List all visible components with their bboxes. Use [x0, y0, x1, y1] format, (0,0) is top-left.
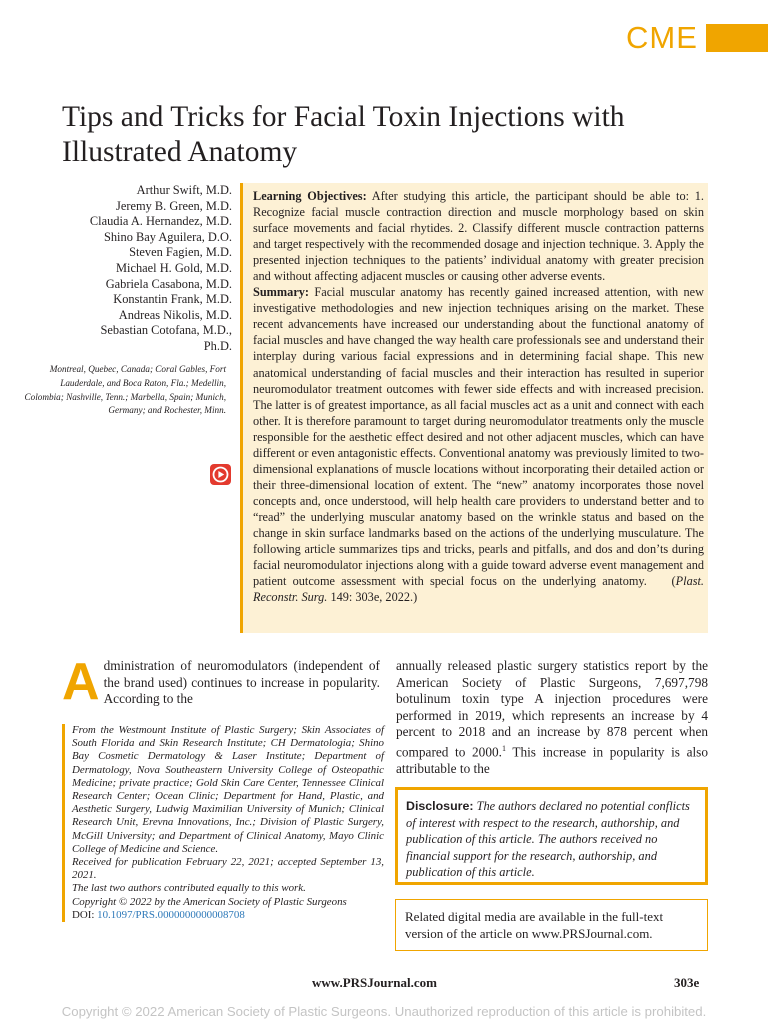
body-text-right-tail: This increase in popularity is also attributable to the [396, 744, 708, 776]
digital-media-note: Related digital media are available in the full-text version of the article on www.PRSJournal.com. [395, 899, 708, 951]
drop-cap: A [62, 653, 100, 711]
doi-link[interactable]: 10.1097/PRS.0000000000008708 [97, 908, 245, 921]
body-column-left [62, 653, 380, 711]
summary [253, 284, 704, 605]
citation-open: ( [671, 574, 676, 589]
equal-contribution: The last two authors contributed equally to this work. [72, 882, 306, 895]
summary-text: Facial muscular anatomy has recently gained increased attention, with new investigative methodologies and new injection techniques arising on the market. These recent advancements have increased our understanding about the functional anatomy of facial muscles and have changed the way health care professionals see and understand their interplay during various facial expressions and in determining facial shape. This new anatomical understanding of facial muscles and their interaction has resulted in superior neuromodulator treatment outcomes with fewer side effects and with increased precision. The latter is of greatest importance, as all facial muscles act as a unit and connect with each other. It is therefore paramount to target during neuromodulator treatments only the muscle responsible for the aesthetic effect desired and not other adjacent muscles, which can have different or even antagonistic effects. Conventional anatomy was previously limited to two-dimensional explanations of muscle locations without incorporating their detailed action or their three-dimensional location of extent. The “new” anatomy incorporates those novel concepts and, once understood, will help health care providers to understand better and to “read” the underlying muscular anatomy based on the wrinkle status and based on the change in skin surface landmarks based on the actions of the underlying musculature. The following article summarizes tips and tricks, pearls and pitfalls, and dos and don’ts during facial neuromodulator injections along with a guide toward adverse event management and patient outcome assessment with special focus on the underlying anatomy. [253, 285, 704, 589]
author: Shino Bay Aguilera, D.O. [103, 229, 232, 244]
author: Michael H. Gold, M.D. [116, 260, 232, 275]
article-title: Tips and Tricks for Facial Toxin Injections with Illustrated Anatomy [62, 101, 625, 168]
objectives-label: Learning Objectives: [253, 189, 367, 203]
objectives-text: After studying this article, the participant should be able to: 1. Recognize facial muscle contraction direction and muscle morphology based on skin surface movements and facial rhytides. 2. Classify different muscle contraction patterns and target respectively with the recommended dosage and injection technique. 3. Apply the presented injection techniques to the patients’ individual anatomy with greater precision and without affecting adjacent muscles or causing other adverse events. [253, 189, 705, 284]
author-list [20, 183, 232, 355]
summary-label: Summary: [253, 285, 310, 300]
copyright-watermark: Copyright © 2022 American Society of Plastic Surgeons. Unauthorized reproduction of this article is prohibited. [61, 1004, 707, 1019]
author: Jeremy B. Green, M.D. [116, 198, 232, 213]
page-number: 303e [674, 975, 700, 990]
affiliations-note [62, 724, 384, 922]
citation-journal: Plast. Reconstr. Surg. [253, 574, 704, 605]
author: Steven Fagien, M.D. [129, 245, 232, 260]
author-locations: Montreal, Quebec, Canada; Coral Gables, Fort Lauderdale, and Boca Raton, Fla.; Medellin, Colombia; Nashville, Tenn.; Marbella, Spain; Munich, Germany; and Rochester, Minn. [24, 364, 226, 416]
cme-badge-bar [706, 24, 768, 52]
copyright-line: Copyright © 2022 by the American Society of Plastic Surgeons [72, 895, 347, 908]
author: Sebastian Cotofana, M.D., [100, 323, 232, 338]
disclosure-text: The authors declared no potential conflicts of interest with respect to the research, authorship, and publication of this article. The authors received no financial support for the research, authorship, and publication of this article. [406, 799, 690, 880]
disclosure-label: Disclosure: [406, 799, 474, 813]
author: Claudia A. Hernandez, M.D. [89, 214, 232, 229]
play-media-icon[interactable] [210, 464, 231, 485]
doi-line [72, 909, 384, 922]
body-text-left: dministration of neuromodulators (independent of the brand used) continues to increase in popularity. According to the [103, 658, 380, 707]
author: Gabriela Casabona, M.D. [105, 276, 232, 291]
author: Ph.D. [203, 338, 232, 353]
affiliations-text: From the Westmount Institute of Plastic Surgery; Skin Associates of South Florida and Skin Research Institute; CH Dermatologia; Shino Bay Cosmetic Dermatology & Laser Institute; Department of Dermatology, Nova Southeastern University College of Osteopathic Medicine; private practice; Gold Skin Care Center, Tennessee Clinical Research Center; Ocean Clinic; Department for Hand, Plastic, and Aesthetic Surgery, Ludwig Maximilian University of Munich; Clinical Research Unit, Erevna Innovations, Inc.; Division of Plastic Surgery, McGill University; and Department of Clinical Anatomy, Mayo Clinic College of Medicine and Science. [72, 724, 384, 855]
received-dates: Received for publication February 22, 2021; accepted September 13, 2021. [72, 856, 384, 882]
reference-marker[interactable]: 1 [501, 743, 506, 753]
cme-badge-label: CME [626, 20, 698, 55]
body-text-right: annually released plastic surgery statistics report by the American Society of Plastic Surgeons, 7,697,798 botulinum toxin type A injection procedures were performed in 2019, which represents an increase by 4 percent to 2018 and an increase by 878 percent when compared to 2000. [396, 658, 708, 760]
author: Arthur Swift, M.D. [136, 183, 232, 197]
learning-objectives [253, 188, 704, 284]
author: Konstantin Frank, M.D. [113, 292, 232, 307]
author: Andreas Nikolis, M.D. [118, 307, 232, 322]
journal-url[interactable]: www.PRSJournal.com [312, 975, 437, 990]
citation-rest: 149: 303e, 2022.) [330, 590, 418, 605]
abstract-box [240, 183, 708, 633]
doi-label: DOI: [72, 908, 95, 921]
body-column-right [396, 658, 708, 778]
disclosure-box [395, 787, 708, 885]
